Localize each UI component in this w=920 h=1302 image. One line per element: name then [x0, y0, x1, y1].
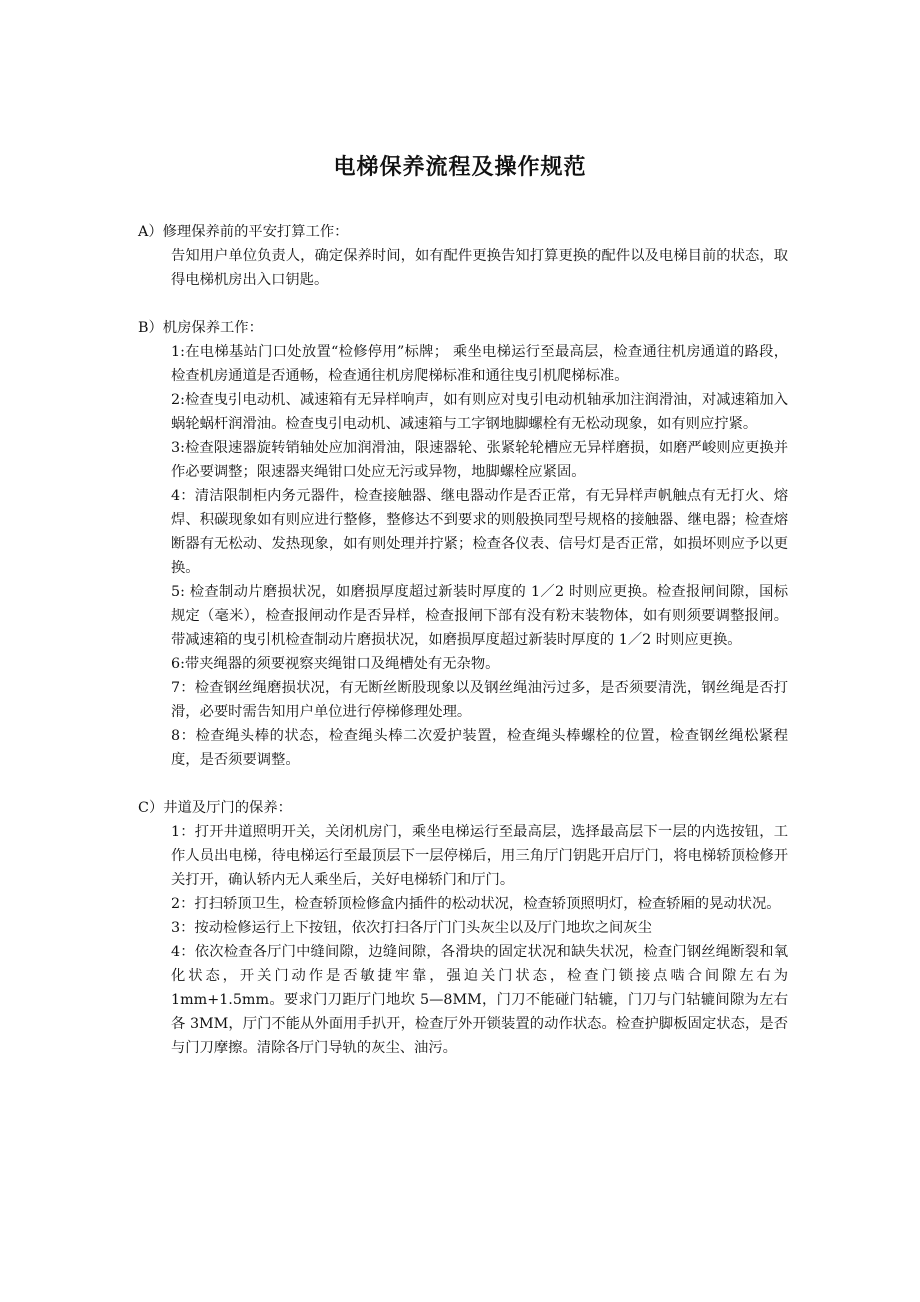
section-c [138, 796, 788, 1060]
paragraph: 3:检查限速器旋转销轴处应加润滑油，限速器轮、张紧轮轮槽应无异样磨损，如磨严峻则应更换并作必要调整；限速器夹绳钳口处应无污或异物，地脚螺栓应紧固。 [171, 440, 788, 480]
paragraph: 2：打扫轿顶卫生，检查轿顶检修盒内插件的松动状况，检查轿顶照明灯，检查轿厢的晃动状况。 [171, 896, 781, 912]
paragraph: 5: 检查制动片磨损状况，如磨损厚度超过新装时厚度的 1／2 时则应更换。检查报闸间隙，国标规定（毫米），检查报闸动作是否异样，检查报闸下部有没有粉末装物体，如有则须要调整报闸。带减速箱的曳引机检查制动片磨损状况，如磨损厚度超过新装时厚度的 1／2 时则应更换。 [171, 584, 788, 648]
paragraph: 1:在电梯基站门口处放置“检修停用”标牌； 乘坐电梯运行至最高层，检查通往机房通道的路段，检查机房通道是否通畅，检查通往机房爬梯标准和通往曳引机爬梯标准。 [171, 344, 788, 384]
paragraph: 4：清洁限制柜内务元器件，检查接触器、继电器动作是否正常，有无异样声帆触点有无打火、熔焊、积碳现象如有则应进行整修，整修达不到要求的则般换同型号规格的接触器、继电器；检查熔断器有无松动、发热现象，如有则处理并拧紧；检查各仪表、信号灯是否正常，如损坏则应予以更换。 [171, 488, 788, 576]
paragraph: 1：打开井道照明开关，关闭机房门，乘坐电梯运行至最高层，选择最高层下一层的内选按钮，工作人员出电梯，待电梯运行至最顶层下一层停梯后，用三角厅门钥匙开启厅门，将电梯轿顶检修开关打开，确认轿内无人乘坐后，关好电梯轿门和厅门。 [171, 824, 788, 888]
paragraph: 2:检查曳引电动机、减速箱有无异样响声，如有则应对曳引电动机轴承加注润滑油，对减速箱加入蜗轮蜗杆润滑油。检查曳引电动机、减速箱与工字钢地脚螺栓有无松动现象，如有则应拧紧。 [171, 392, 788, 432]
section-body [171, 340, 788, 772]
section-body [171, 820, 788, 1060]
document-title: 电梯保养流程及操作规范 [333, 155, 587, 180]
document-body [138, 220, 788, 1084]
paragraph: 4：依次检查各厅门中缝间隙，边缝间隙，各滑块的固定状况和缺失状况，检查门钢丝绳断裂和氧化状态，开关门动作是否敏捷牢靠，强迫关门状态，检查门锁接点啮合间隙左右为 1mm+1.5mm。要求门刀距厅门地坎 5—8MM，门刀不能碰门轱辘，门刀与门轱辘间隙为左右各 3MM，厅门不能从外面用手扒开，检查厅外开锁装置的动作状态。检查护脚板固定状态，是否与门刀摩擦。清除各厅门导轨的灰尘、油污。 [171, 944, 788, 1056]
section-heading: A）修理保养前的平安打算工作： [138, 224, 349, 240]
section-heading: B）机房保养工作： [138, 320, 263, 336]
paragraph: 7：检查钢丝绳磨损状况，有无断丝断股现象以及钢丝绳油污过多，是否须要清洗，钢丝绳是否打滑，必要时需告知用户单位进行停梯修理处理。 [171, 680, 788, 720]
paragraph: 3：按动检修运行上下按钮，依次打扫各厅门门头灰尘以及厅门地坎之间灰尘 [171, 920, 652, 936]
paragraph: 8：检查绳头棒的状态，检查绳头棒二次爱护装置，检查绳头棒螺栓的位置，检查钢丝绳松紧程度，是否须要调整。 [171, 728, 788, 768]
section-a [138, 220, 788, 292]
paragraph: 6:带夹绳器的须要视察夹绳钳口及绳槽处有无杂物。 [171, 656, 500, 672]
section-heading: C）井道及厅门的保养： [138, 800, 292, 816]
section-b [138, 316, 788, 772]
paragraph: 告知用户单位负责人，确定保养时间，如有配件更换告知打算更换的配件以及电梯目前的状态，取得电梯机房出入口钥匙。 [171, 248, 788, 288]
section-body [171, 244, 788, 292]
